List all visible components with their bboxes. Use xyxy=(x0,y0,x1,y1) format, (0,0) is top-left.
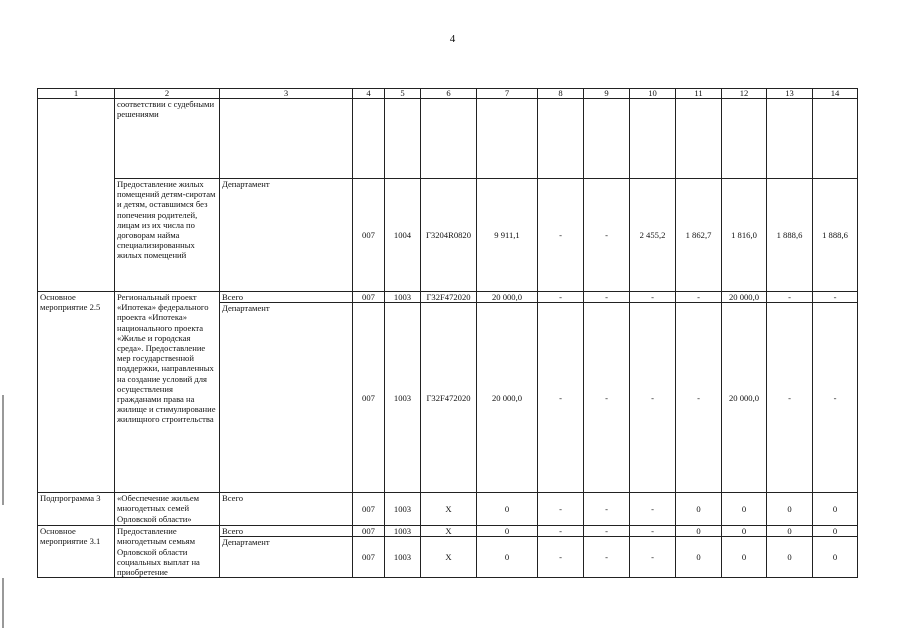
value-cell xyxy=(630,99,676,179)
value-cell: - xyxy=(630,292,676,303)
value-cell: - xyxy=(584,292,630,303)
value-cell: - xyxy=(584,526,630,537)
executor-cell xyxy=(220,99,353,179)
value-cell xyxy=(385,99,421,179)
value-cell: - xyxy=(630,493,676,526)
value-cell: 0 xyxy=(813,526,858,537)
table-row xyxy=(38,99,858,179)
description-cell: «Обеспечение жильем многодетных семей Орловской области» xyxy=(115,493,220,526)
value-cell: 20 000,0 xyxy=(477,303,538,493)
value-cell: 1003 xyxy=(385,303,421,493)
value-cell: Г3204R0820 xyxy=(421,179,477,292)
value-cell: 0 xyxy=(767,526,813,537)
value-cell: Х xyxy=(421,526,477,537)
value-cell: 0 xyxy=(676,493,722,526)
value-cell: - xyxy=(584,537,630,578)
value-cell xyxy=(767,99,813,179)
table-row xyxy=(38,292,858,303)
description-cell: Предоставление жилых помещений детям-сиротам и детям, оставшимся без попечения родителей, лицам из их числа по договорам найма специализированных жилых помещений xyxy=(115,179,220,292)
description-cell: соответствии с судебными решениями xyxy=(115,99,220,179)
table-row xyxy=(38,179,858,292)
value-cell: 0 xyxy=(676,537,722,578)
value-cell: Г32F472020 xyxy=(421,292,477,303)
value-cell: 0 xyxy=(813,493,858,526)
value-cell: 0 xyxy=(767,537,813,578)
value-cell: - xyxy=(538,493,584,526)
program-cell: Основное мероприятие 3.1 xyxy=(38,526,115,578)
header-cell: 4 xyxy=(353,89,385,99)
program-cell xyxy=(38,99,115,292)
header-cell: 10 xyxy=(630,89,676,99)
value-cell: 0 xyxy=(722,526,767,537)
budget-table xyxy=(37,88,858,578)
value-cell: - xyxy=(630,537,676,578)
value-cell: Х xyxy=(421,493,477,526)
header-cell: 5 xyxy=(385,89,421,99)
table-row xyxy=(38,493,858,526)
header-cell: 14 xyxy=(813,89,858,99)
value-cell: 1 816,0 xyxy=(722,179,767,292)
value-cell xyxy=(477,99,538,179)
value-cell: 0 xyxy=(477,537,538,578)
value-cell: 007 xyxy=(353,292,385,303)
value-cell xyxy=(676,99,722,179)
header-cell: 1 xyxy=(38,89,115,99)
value-cell: 007 xyxy=(353,303,385,493)
value-cell xyxy=(722,99,767,179)
table-row xyxy=(38,526,858,537)
value-cell: 007 xyxy=(353,526,385,537)
value-cell: 0 xyxy=(722,537,767,578)
value-cell: - xyxy=(813,303,858,493)
value-cell: - xyxy=(584,179,630,292)
scan-edge-mark xyxy=(2,578,4,628)
program-cell: Подпрограмма 3 xyxy=(38,493,115,526)
value-cell: 2 455,2 xyxy=(630,179,676,292)
value-cell: 1 862,7 xyxy=(676,179,722,292)
value-cell: 1003 xyxy=(385,526,421,537)
value-cell: - xyxy=(767,292,813,303)
value-cell: Г32F472020 xyxy=(421,303,477,493)
value-cell: - xyxy=(813,292,858,303)
description-cell: Предоставление многодетным семьям Орловской области социальных выплат на приобретение xyxy=(115,526,220,578)
value-cell xyxy=(353,99,385,179)
value-cell: 1003 xyxy=(385,292,421,303)
value-cell: - xyxy=(538,537,584,578)
value-cell: 9 911,1 xyxy=(477,179,538,292)
description-cell: Региональный проект «Ипотека» федерального проекта «Ипотека» национального проекта «Жилье и городская среда». Предоставление мер государственной поддержки, направленных на создание условий для осуществления гражданами права на жилище и стимулирование жилищного строительства xyxy=(115,292,220,493)
header-cell: 6 xyxy=(421,89,477,99)
header-row xyxy=(38,89,858,99)
value-cell: - xyxy=(676,303,722,493)
value-cell: 0 xyxy=(813,537,858,578)
value-cell: 20 000,0 xyxy=(477,292,538,303)
value-cell: - xyxy=(584,493,630,526)
value-cell: - xyxy=(538,303,584,493)
executor-cell: Департамент xyxy=(220,537,353,578)
value-cell xyxy=(421,99,477,179)
value-cell: 1003 xyxy=(385,493,421,526)
value-cell: 0 xyxy=(477,526,538,537)
value-cell: - xyxy=(676,292,722,303)
header-cell: 9 xyxy=(584,89,630,99)
header-cell: 7 xyxy=(477,89,538,99)
header-cell: 2 xyxy=(115,89,220,99)
value-cell: 0 xyxy=(477,493,538,526)
header-cell: 13 xyxy=(767,89,813,99)
value-cell: 1 888,6 xyxy=(767,179,813,292)
value-cell: 1004 xyxy=(385,179,421,292)
value-cell xyxy=(813,99,858,179)
value-cell xyxy=(538,99,584,179)
value-cell: 007 xyxy=(353,493,385,526)
value-cell: Х xyxy=(421,537,477,578)
header-cell: 11 xyxy=(676,89,722,99)
value-cell: 20 000,0 xyxy=(722,292,767,303)
value-cell: 0 xyxy=(676,526,722,537)
executor-cell: Департамент xyxy=(220,303,353,493)
scan-edge-mark xyxy=(2,395,4,505)
executor-cell: Всего xyxy=(220,526,353,537)
header-cell: 8 xyxy=(538,89,584,99)
value-cell: 1 888,6 xyxy=(813,179,858,292)
value-cell: - xyxy=(584,303,630,493)
value-cell: 007 xyxy=(353,537,385,578)
header-cell: 3 xyxy=(220,89,353,99)
value-cell: - xyxy=(630,526,676,537)
executor-cell: Департамент xyxy=(220,179,353,292)
value-cell: - xyxy=(538,292,584,303)
value-cell: 0 xyxy=(722,493,767,526)
header-cell: 12 xyxy=(722,89,767,99)
value-cell: 20 000,0 xyxy=(722,303,767,493)
value-cell: 1003 xyxy=(385,537,421,578)
value-cell: - xyxy=(630,303,676,493)
value-cell: - xyxy=(767,303,813,493)
value-cell xyxy=(584,99,630,179)
executor-cell: Всего xyxy=(220,493,353,526)
value-cell: 0 xyxy=(767,493,813,526)
executor-cell: Всего xyxy=(220,292,353,303)
value-cell: 007 xyxy=(353,179,385,292)
value-cell: - xyxy=(538,526,584,537)
value-cell: - xyxy=(538,179,584,292)
program-cell: Основное мероприятие 2.5 xyxy=(38,292,115,493)
page-number: 4 xyxy=(449,33,456,45)
